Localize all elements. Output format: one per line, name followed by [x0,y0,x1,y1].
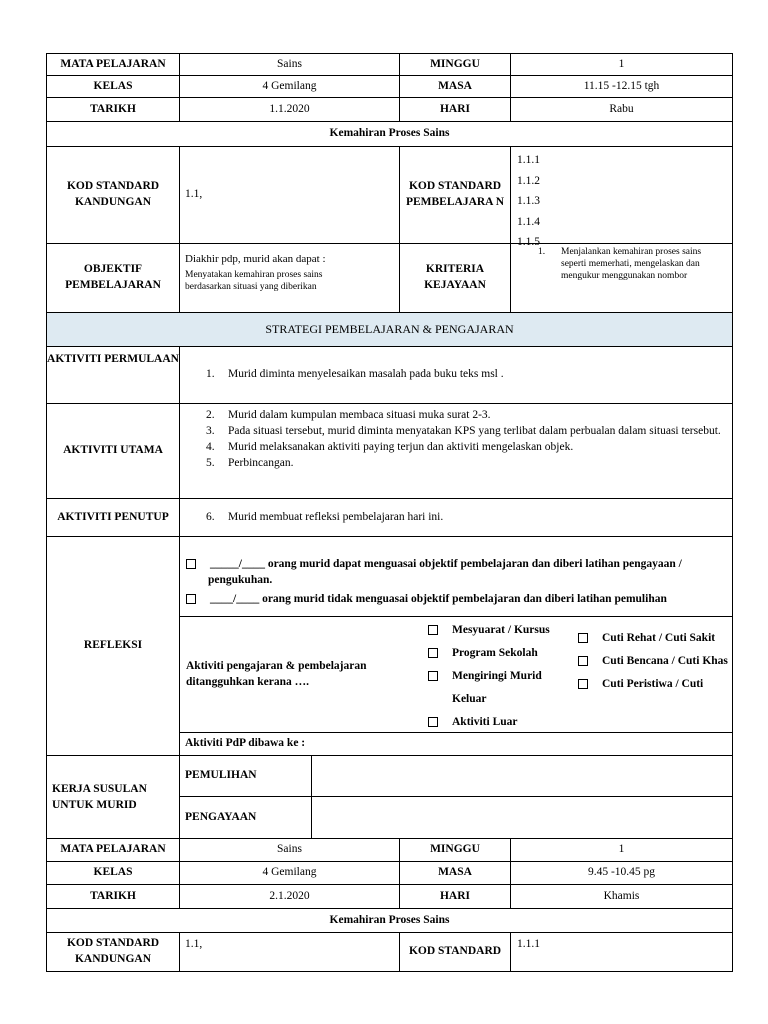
value-time-2: 9.45 -10.45 pg [510,861,733,885]
learning-standard-list [510,146,733,248]
checkbox-icon[interactable] [186,594,196,604]
close-activity-cell [179,498,733,537]
list-item: 6. Murid membuat refleksi pembelajaran hari ini. [206,510,444,523]
list-item: 4. Murid melaksanakan aktiviti paying terjun dan aktiviti mengelaskan objek. [206,441,574,454]
reflection-mastery-cell [179,536,733,617]
learning-standard-item: 1.1.1 [517,154,540,166]
label-learning-standard-2: KOD STANDARD [399,932,511,972]
strategy-header: STRATEGI PEMBELAJARAN & PENGAJARAN [46,312,733,347]
reason-item: Aktiviti Luar [428,711,578,734]
checkbox-icon[interactable] [578,656,588,666]
reason-item: Cuti Rehat / Cuti Sakit [578,627,733,650]
value-content-standard: 1.1, [179,146,400,244]
value-class-2: 4 Gemilang [179,861,400,885]
reason-item: Mengiringi Murid Keluar [428,665,578,711]
success-text: Menjalankan kemahiran proses sains seperti memerhati, mengelaskan dan mengukur menggunakan nombor [561,247,702,281]
reflection-line-1: _____/____ orang murid dapat menguasai objektif pembelajaran dan diberi latihan pengayaan / pengukuhan. [186,557,726,588]
label-followup: KERJA SUSULAN UNTUK MURID [46,755,180,839]
objective-intro: Diakhir pdp, murid akan dapat : [185,253,326,265]
label-content-standard: KOD STANDARD KANDUNGAN [46,146,180,244]
label-class: KELAS [46,75,180,98]
label-day: HARI [399,97,511,122]
main-activity-cell [179,403,733,499]
label-date-2: TARIKH [46,884,180,909]
reasons-column-b [578,627,733,696]
value-week: 1 [510,53,733,76]
value-date: 1.1.2020 [179,97,400,122]
label-objective: OBJEKTIF PEMBELAJARAN [46,243,180,313]
label-date: TARIKH [46,97,180,122]
label-start-activity: AKTIVITI PERMULAAN [46,346,180,404]
value-day: Rabu [510,97,733,122]
value-content-standard-2: 1.1, [179,932,400,972]
value-date-2: 2.1.2020 [179,884,400,909]
label-reflection: REFLEKSI [46,536,180,756]
reason-item: Cuti Bencana / Cuti Khas [578,650,733,673]
value-day-2: Khamis [510,884,733,909]
reason-item: Cuti Peristiwa / Cuti [578,673,733,696]
skill-header-2: Kemahiran Proses Sains [46,908,733,933]
label-subject: MATA PELAJARAN [46,53,180,76]
value-class: 4 Gemilang [179,75,400,98]
list-item: 5. Perbincangan. [206,457,294,470]
checkbox-icon[interactable] [428,625,438,635]
skill-header: Kemahiran Proses Sains [46,121,733,147]
learning-standard-item: 1.1.4 [517,215,540,228]
checkbox-icon[interactable] [578,679,588,689]
start-activity-cell [179,346,733,404]
label-enrichment: PENGAYAAN [179,796,312,839]
value-subject: Sains [179,53,400,76]
objective-text: Menyatakan kemahiran proses sains berdasarkan situasi yang diberikan [185,269,323,292]
learning-standard-item: 1.1.3 [517,195,540,207]
reasons-column-a [428,619,578,734]
checkbox-icon[interactable] [186,559,196,569]
list-item: 3. Pada situasi tersebut, murid diminta menyatakan KPS yang terlibat dalam perbualan dalam situasi tersebut. [206,425,721,438]
postponed-label: Aktiviti pengajaran & pembelajaran ditangguhkan kerana …. [186,660,367,688]
list-item: 1. Murid diminta menyelesaikan masalah pada buku teks msl . [206,368,504,381]
remedial-field[interactable] [311,755,733,797]
label-time: MASA [399,75,511,98]
reason-item: Program Sekolah [428,642,578,665]
list-item: 2. Murid dalam kumpulan membaca situasi muka surat 2-3. [206,409,491,421]
learning-standard-item: 1.1.2 [517,174,540,187]
reflection-carried-cell: Aktiviti PdP dibawa ke : [179,732,733,756]
value-learning-standard-2: 1.1.1 [510,932,733,972]
checkbox-icon[interactable] [428,648,438,658]
checkbox-icon[interactable] [578,633,588,643]
label-subject-2: MATA PELAJARAN [46,838,180,862]
value-subject-2: Sains [179,838,400,862]
label-day-2: HARI [399,884,511,909]
enrichment-field[interactable] [311,796,733,839]
success-criteria-cell [510,243,733,313]
success-number: 1. [538,247,546,257]
label-week: MINGGU [399,53,511,76]
reflection-postponed-cell [179,616,733,733]
label-week-2: MINGGU [399,838,511,862]
label-class-2: KELAS [46,861,180,885]
reflection-line-2: ____/____ orang murid tidak menguasai objektif pembelajaran dan diberi latihan pemulihan [186,592,726,608]
label-close-activity: AKTIVITI PENUTUP [46,498,180,537]
label-remedial: PEMULIHAN [179,755,312,797]
checkbox-icon[interactable] [428,671,438,681]
label-main-activity: AKTIVITI UTAMA [46,403,180,499]
value-week-2: 1 [510,838,733,862]
label-learning-standard: KOD STANDARD PEMBELAJARA N [399,146,511,244]
value-time: 11.15 -12.15 tgh [510,75,733,98]
learning-standard-item: 1.1.5 [517,236,540,248]
reason-item: Mesyuarat / Kursus [428,619,578,642]
label-time-2: MASA [399,861,511,885]
objective-cell [179,243,400,313]
label-content-standard-2: KOD STANDARD KANDUNGAN [46,932,180,972]
label-success-criteria: KRITERIA KEJAYAAN [399,243,511,313]
checkbox-icon[interactable] [428,717,438,727]
